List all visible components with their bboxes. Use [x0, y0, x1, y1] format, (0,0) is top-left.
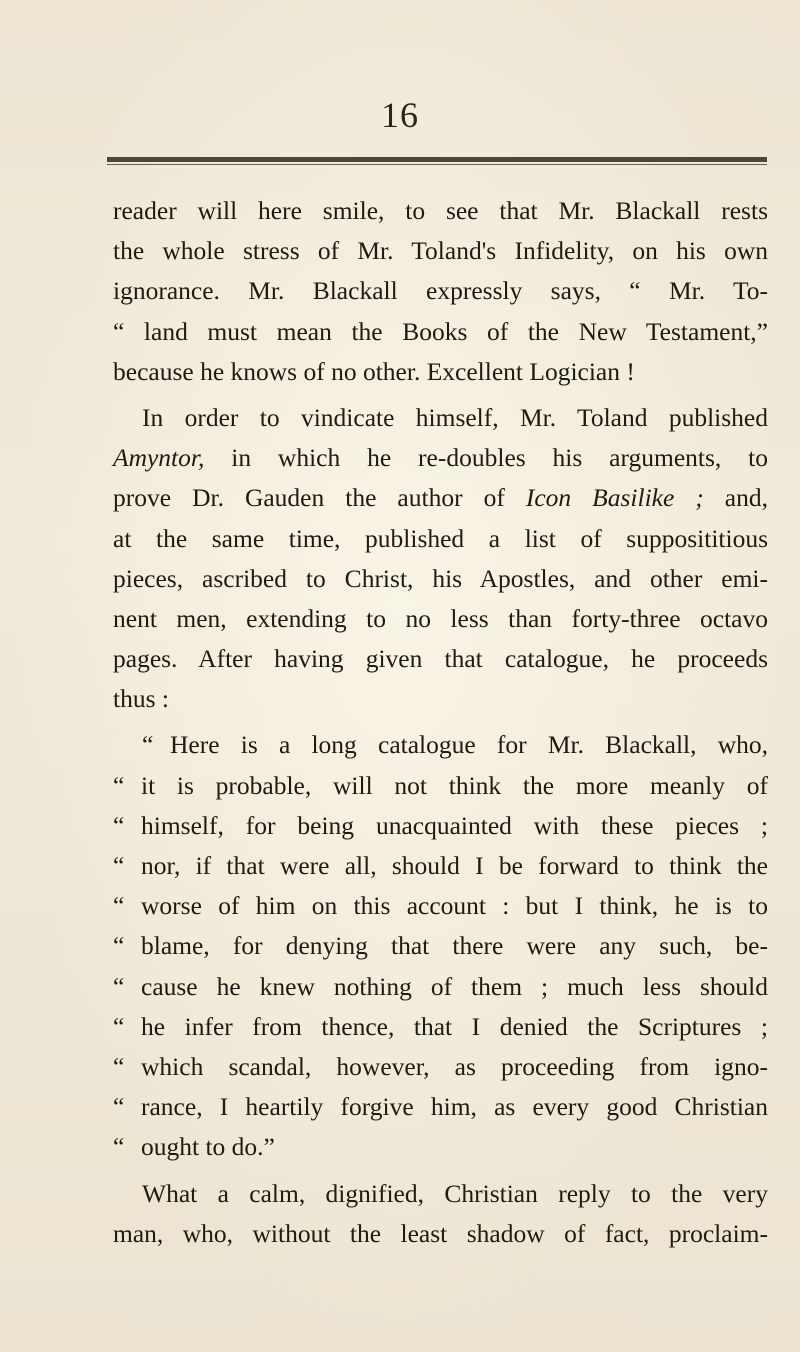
- quote-line: “ blame, for denying that there were any such, be-: [113, 931, 768, 961]
- paragraph: [113, 191, 768, 392]
- text-line: pages. After having given that catalogue, he proceeds: [113, 644, 768, 674]
- text-line: nent men, extending to no less than forty-three octavo: [113, 603, 768, 633]
- text-line: because he knows of no other. Excellent Logician !: [113, 356, 635, 386]
- text-line: at the same time, published a list of supposititious: [113, 523, 768, 553]
- header-rule: [107, 157, 767, 162]
- quote-line: “ ought to do.”: [113, 1132, 275, 1162]
- quote-line: “ which scandal, however, as proceeding from igno-: [113, 1051, 768, 1081]
- text-line: In order to vindicate himself, Mr. Toland published: [142, 402, 768, 432]
- quote-line: “ cause he knew nothing of them ; much less should: [113, 971, 768, 1001]
- text-line: What a calm, dignified, Christian reply to the very: [142, 1178, 768, 1208]
- text-line: “ land must mean the Books of the New Testament,”: [113, 316, 768, 346]
- page-number: 16: [381, 95, 419, 135]
- quote-line: “ he infer from thence, that I denied the Scriptures ;: [113, 1011, 768, 1041]
- text-line: pieces, ascribed to Christ, his Apostles, and other emi-: [113, 563, 768, 593]
- quote-line: “ Here is a long catalogue for Mr. Blackall, who,: [142, 730, 768, 760]
- body-text: [113, 191, 768, 1254]
- quote-line: “ nor, if that were all, should I be forward to think the: [113, 851, 768, 880]
- quote-line: “ it is probable, will not think the more meanly of: [113, 770, 768, 800]
- text-line: reader will here smile, to see that Mr. Blackall rests: [113, 196, 768, 225]
- text-line: prove Dr. Gauden the author of Icon Basilike ; and,: [113, 483, 768, 513]
- italic-title-amyntor: Amyntor,: [113, 443, 205, 473]
- header-rule-thin: [107, 164, 767, 165]
- italic-title-icon-basilike: Icon Basilike ;: [525, 483, 704, 513]
- quote-line: “ himself, for being unacquainted with these pieces ;: [113, 810, 768, 840]
- paragraph: [113, 398, 768, 720]
- text-line: ignorance. Mr. Blackall expressly says, “ Mr. To-: [113, 276, 768, 306]
- text-line: man, who, without the least shadow of fact, proclaim-: [113, 1218, 768, 1248]
- quote-line: “ rance, I heartily forgive him, as every good Christian: [113, 1092, 768, 1122]
- block-quote: [113, 725, 768, 1167]
- paragraph: [113, 1174, 768, 1254]
- text-line: thus :: [113, 684, 169, 714]
- quote-line: “ worse of him on this account : but I think, he is to: [113, 891, 768, 921]
- text-line: Amyntor, in which he re-doubles his arguments, to: [113, 443, 768, 473]
- text-line: the whole stress of Mr. Toland's Infidelity, on his own: [113, 236, 768, 266]
